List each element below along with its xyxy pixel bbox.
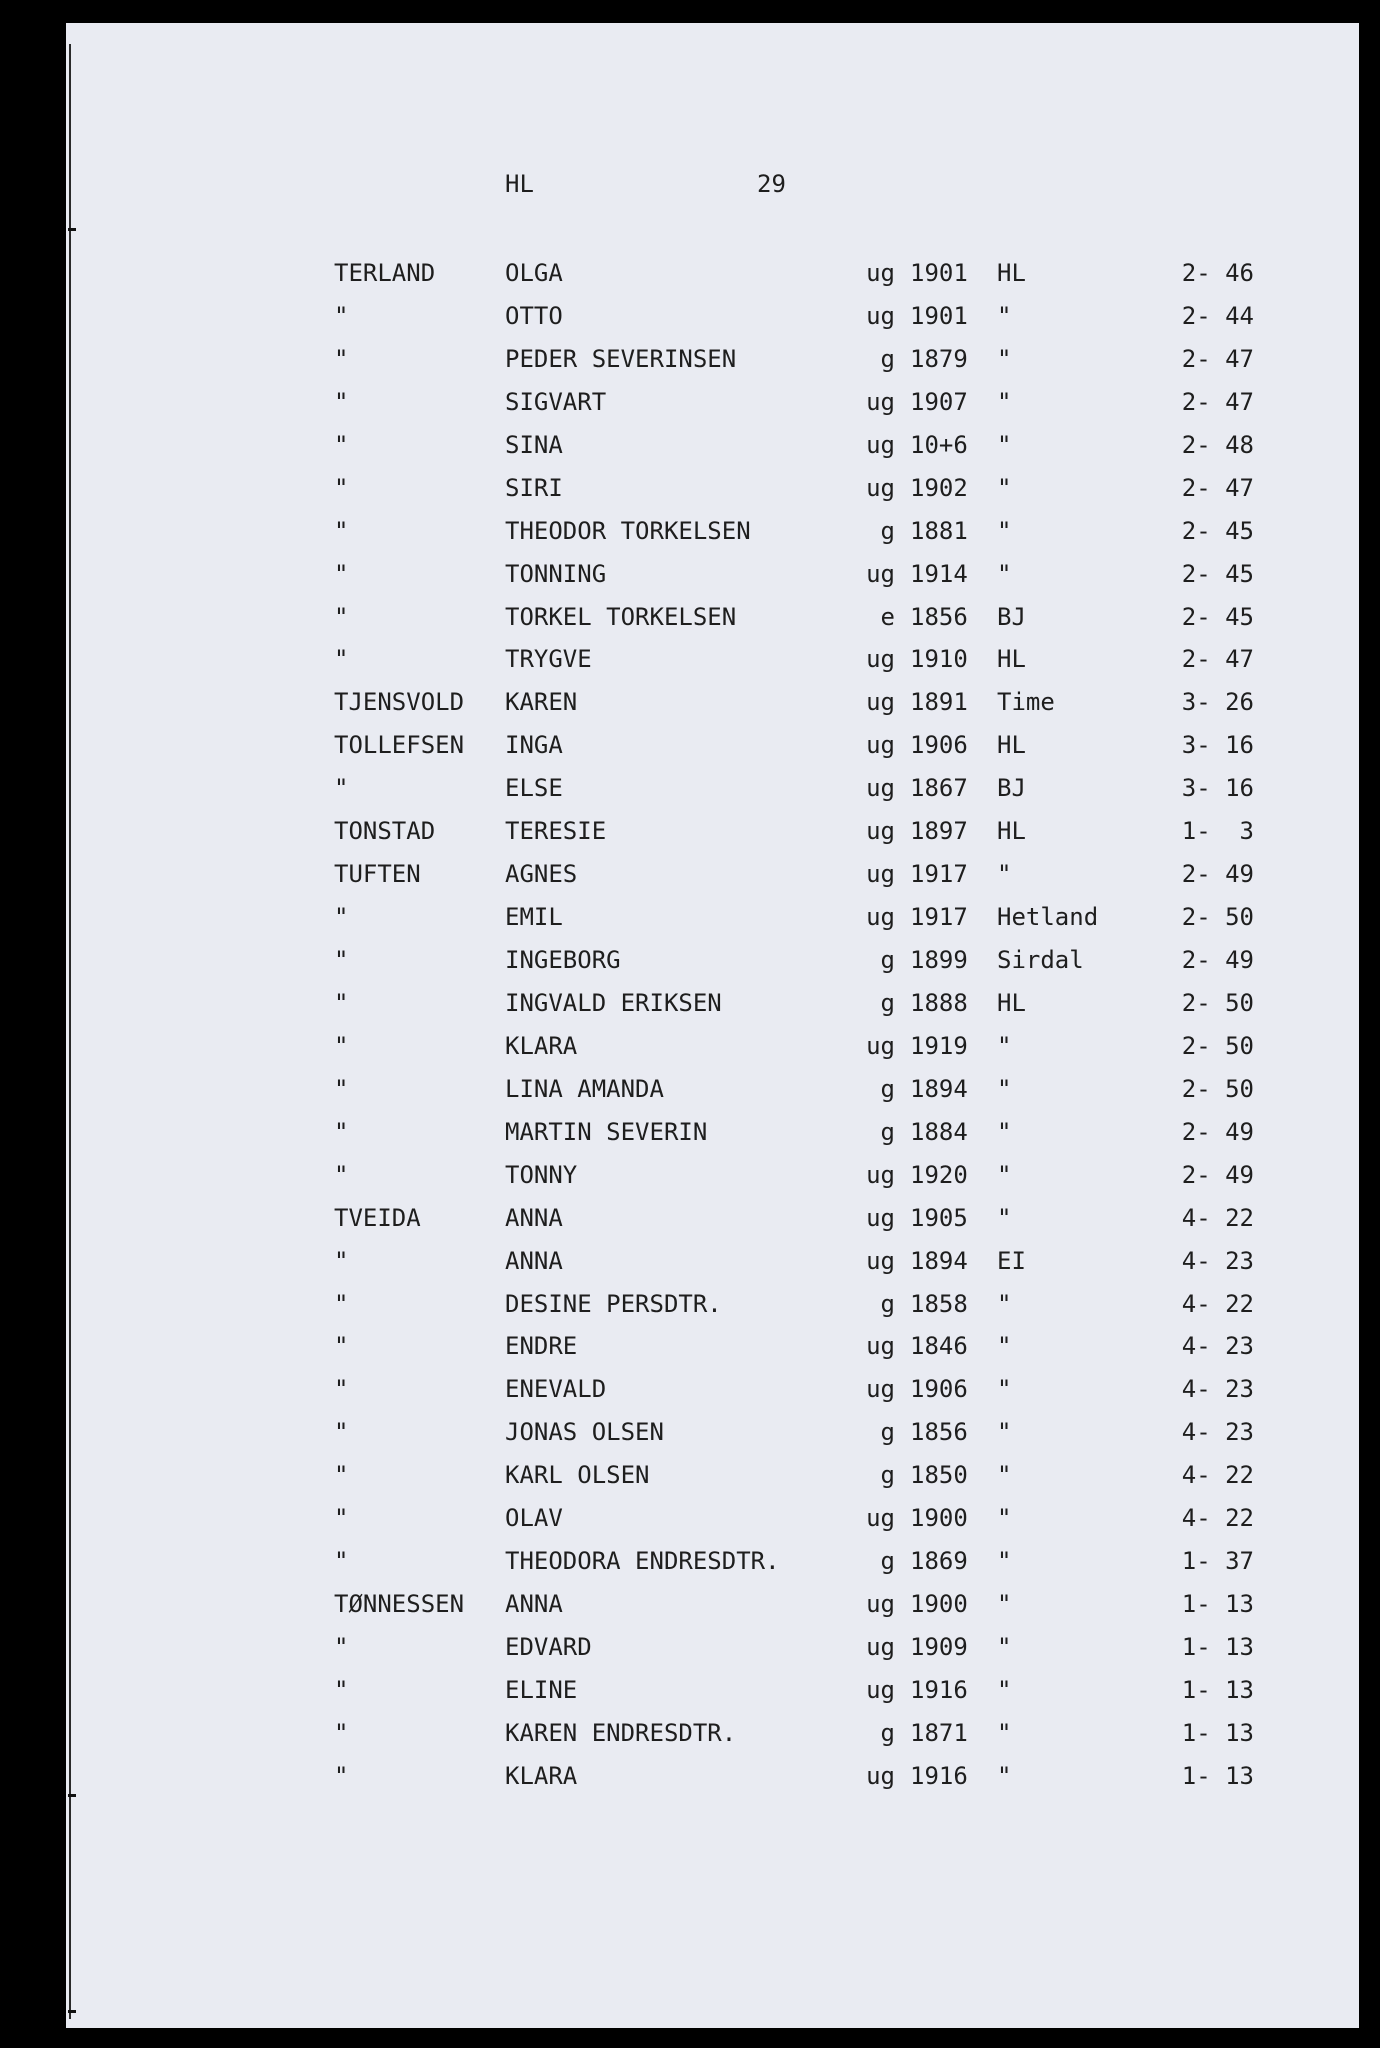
reference-cell: 3- 16 — [1181, 774, 1254, 803]
surname-cell: " — [334, 516, 349, 545]
register-row — [0, 724, 1380, 767]
place-cell: Hetland — [997, 903, 1099, 932]
register-row — [0, 853, 1380, 896]
reference-cell: 2- 47 — [1181, 387, 1254, 416]
place-cell: " — [997, 860, 1012, 889]
reference-cell: 2- 47 — [1181, 645, 1254, 674]
year-cell: 1891 — [910, 688, 968, 717]
margin-tick-bottom — [68, 2010, 76, 2013]
place-cell: EI — [997, 1246, 1026, 1275]
surname-cell: " — [334, 1761, 349, 1790]
given-name-cell: ANNA — [505, 1590, 563, 1619]
year-cell: 1884 — [910, 1117, 968, 1146]
place-cell: " — [997, 430, 1012, 459]
surname-cell: TVEIDA — [334, 1203, 421, 1232]
place-cell: " — [997, 1504, 1012, 1533]
place-cell: HL — [997, 645, 1026, 674]
status-cell: g — [880, 1461, 895, 1490]
place-cell: " — [997, 559, 1012, 588]
given-name-cell: KARL OLSEN — [505, 1461, 650, 1490]
year-cell: 1902 — [910, 473, 968, 502]
surname-cell: " — [334, 559, 349, 588]
status-cell: ug — [866, 1633, 895, 1661]
status-cell: ug — [866, 1761, 895, 1790]
place-cell: BJ — [997, 602, 1026, 631]
register-row — [0, 338, 1380, 381]
status-cell: ug — [866, 1375, 895, 1404]
given-name-cell: SIGVART — [505, 387, 607, 416]
register-row — [0, 1411, 1380, 1454]
place-cell: " — [997, 1203, 1012, 1232]
given-name-cell: TORKEL TORKELSEN — [505, 602, 737, 631]
reference-cell: 2- 44 — [1181, 301, 1254, 330]
year-cell: 1901 — [910, 301, 968, 330]
place-cell: " — [997, 1375, 1012, 1404]
status-cell: ug — [866, 903, 895, 932]
given-name-cell: ELSE — [505, 774, 563, 803]
surname-cell: " — [334, 344, 349, 373]
status-cell: ug — [866, 1504, 895, 1533]
register-row — [0, 1068, 1380, 1111]
given-name-cell: OLAV — [505, 1504, 563, 1533]
status-cell: ug — [866, 860, 895, 889]
given-name-cell: ENEVALD — [505, 1375, 607, 1404]
reference-cell: 3- 26 — [1181, 688, 1254, 717]
register-row — [0, 381, 1380, 424]
reference-cell: 2- 50 — [1181, 1031, 1254, 1060]
year-cell: 1869 — [910, 1547, 968, 1576]
given-name-cell: KLARA — [505, 1761, 578, 1790]
register-row — [0, 510, 1380, 553]
reference-cell: 1- 3 — [1181, 817, 1254, 846]
margin-tick-top — [68, 228, 76, 231]
reference-cell: 2- 49 — [1181, 1160, 1254, 1189]
place-cell: HL — [997, 817, 1026, 846]
status-cell: ug — [866, 774, 895, 803]
year-cell: 1907 — [910, 387, 968, 416]
place-cell: " — [997, 1418, 1012, 1447]
register-row — [0, 939, 1380, 982]
status-cell: g — [880, 344, 895, 373]
given-name-cell: DESINE PERSDTR. — [505, 1289, 722, 1318]
register-row — [0, 1325, 1380, 1368]
given-name-cell: KAREN ENDRESDTR. — [505, 1718, 737, 1747]
place-cell: " — [997, 1160, 1012, 1189]
year-cell: 1905 — [910, 1203, 968, 1232]
year-cell: 1858 — [910, 1289, 968, 1318]
status-cell: ug — [866, 1160, 895, 1189]
place-cell: Sirdal — [997, 946, 1084, 974]
register-row — [0, 1583, 1380, 1626]
register-row — [0, 1712, 1380, 1755]
place-cell: " — [997, 1675, 1012, 1704]
reference-cell: 1- 13 — [1181, 1590, 1254, 1619]
register-row — [0, 553, 1380, 596]
register-row — [0, 982, 1380, 1025]
surname-cell: TUFTEN — [334, 860, 421, 889]
status-cell: g — [880, 1289, 895, 1318]
status-cell: ug — [866, 301, 895, 330]
reference-cell: 4- 23 — [1181, 1418, 1254, 1447]
year-cell: 1856 — [910, 602, 968, 631]
register-row — [0, 467, 1380, 510]
register-row — [0, 1025, 1380, 1068]
year-cell: 1888 — [910, 988, 968, 1017]
place-cell: " — [997, 1633, 1012, 1661]
given-name-cell: EMIL — [505, 903, 563, 932]
year-cell: 10+6 — [910, 430, 968, 459]
surname-cell: " — [334, 774, 349, 803]
surname-cell: TJENSVOLD — [334, 688, 465, 717]
year-cell: 1906 — [910, 1375, 968, 1404]
surname-cell: " — [334, 473, 349, 502]
status-cell: ug — [866, 731, 895, 760]
year-cell: 1920 — [910, 1160, 968, 1189]
register-row — [0, 596, 1380, 639]
reference-cell: 2- 50 — [1181, 1074, 1254, 1103]
year-cell: 1901 — [910, 259, 968, 287]
given-name-cell: ANNA — [505, 1203, 563, 1232]
register-row — [0, 1368, 1380, 1411]
place-cell: " — [997, 1590, 1012, 1619]
reference-cell: 2- 45 — [1181, 602, 1254, 631]
status-cell: g — [880, 988, 895, 1017]
given-name-cell: INGA — [505, 731, 563, 760]
register-row — [0, 767, 1380, 810]
year-cell: 1900 — [910, 1590, 968, 1619]
year-cell: 1906 — [910, 731, 968, 760]
register-row — [0, 1626, 1380, 1669]
given-name-cell: OTTO — [505, 301, 563, 330]
year-cell: 1856 — [910, 1418, 968, 1447]
register-row — [0, 1154, 1380, 1197]
register-row — [0, 1454, 1380, 1497]
place-cell: " — [997, 387, 1012, 416]
reference-cell: 1- 13 — [1181, 1675, 1254, 1704]
reference-cell: 4- 23 — [1181, 1332, 1254, 1361]
given-name-cell: THEODOR TORKELSEN — [505, 516, 751, 545]
reference-cell: 4- 23 — [1181, 1375, 1254, 1404]
given-name-cell: EDVARD — [505, 1633, 592, 1661]
reference-cell: 1- 13 — [1181, 1718, 1254, 1747]
reference-cell: 4- 22 — [1181, 1289, 1254, 1318]
surname-cell: " — [334, 903, 349, 932]
surname-cell: " — [334, 1289, 349, 1318]
year-cell: 1850 — [910, 1461, 968, 1490]
status-cell: ug — [866, 817, 895, 846]
year-cell: 1900 — [910, 1504, 968, 1533]
year-cell: 1916 — [910, 1675, 968, 1704]
surname-cell: " — [334, 430, 349, 459]
register-row — [0, 1197, 1380, 1240]
status-cell: ug — [866, 1246, 895, 1275]
place-cell: " — [997, 1332, 1012, 1361]
place-cell: " — [997, 1547, 1012, 1576]
status-cell: g — [880, 1117, 895, 1146]
reference-cell: 2- 49 — [1181, 860, 1254, 889]
reference-cell: 1- 37 — [1181, 1547, 1254, 1576]
year-cell: 1919 — [910, 1031, 968, 1060]
reference-cell: 2- 49 — [1181, 946, 1254, 974]
given-name-cell: TERESIE — [505, 817, 607, 846]
given-name-cell: TRYGVE — [505, 645, 592, 674]
year-cell: 1879 — [910, 344, 968, 373]
surname-cell: TOLLEFSEN — [334, 731, 465, 760]
status-cell: ug — [866, 430, 895, 459]
surname-cell: " — [334, 1246, 349, 1275]
reference-cell: 2- 47 — [1181, 344, 1254, 373]
place-cell: " — [997, 1461, 1012, 1490]
year-cell: 1881 — [910, 516, 968, 545]
surname-cell: " — [334, 1504, 349, 1533]
reference-cell: 4- 22 — [1181, 1203, 1254, 1232]
year-cell: 1910 — [910, 645, 968, 674]
reference-cell: 4- 22 — [1181, 1461, 1254, 1490]
surname-cell: " — [334, 1547, 349, 1576]
surname-cell: " — [334, 1117, 349, 1146]
place-cell: " — [997, 473, 1012, 502]
status-cell: ug — [866, 1203, 895, 1232]
surname-cell: TERLAND — [334, 259, 436, 287]
status-cell: ug — [866, 473, 895, 502]
reference-cell: 4- 23 — [1181, 1246, 1254, 1275]
place-cell: " — [997, 516, 1012, 545]
place-cell: HL — [997, 988, 1026, 1017]
place-cell: HL — [997, 731, 1026, 760]
year-cell: 1914 — [910, 559, 968, 588]
status-cell: ug — [866, 387, 895, 416]
reference-cell: 2- 45 — [1181, 516, 1254, 545]
register-row — [0, 1111, 1380, 1154]
register-row — [0, 1497, 1380, 1540]
reference-cell: 2- 49 — [1181, 1117, 1254, 1146]
surname-cell: " — [334, 1375, 349, 1404]
place-cell: HL — [997, 259, 1026, 287]
reference-cell: 2- 45 — [1181, 559, 1254, 588]
status-cell: g — [880, 946, 895, 974]
surname-cell: " — [334, 1718, 349, 1747]
reference-cell: 1- 13 — [1181, 1633, 1254, 1661]
status-cell: ug — [866, 559, 895, 588]
surname-cell: TØNNESSEN — [334, 1590, 465, 1619]
status-cell: ug — [866, 1031, 895, 1060]
given-name-cell: AGNES — [505, 860, 578, 889]
status-cell: ug — [866, 259, 895, 287]
given-name-cell: TONNING — [505, 559, 607, 588]
reference-cell: 4- 22 — [1181, 1504, 1254, 1533]
year-cell: 1909 — [910, 1633, 968, 1661]
place-cell: " — [997, 1074, 1012, 1103]
reference-cell: 2- 50 — [1181, 903, 1254, 932]
reference-cell: 3- 16 — [1181, 731, 1254, 760]
given-name-cell: KLARA — [505, 1031, 578, 1060]
year-cell: 1917 — [910, 860, 968, 889]
year-cell: 1894 — [910, 1246, 968, 1275]
surname-cell: " — [334, 1332, 349, 1361]
year-cell: 1871 — [910, 1718, 968, 1747]
status-cell: g — [880, 1547, 895, 1576]
reference-cell: 2- 47 — [1181, 473, 1254, 502]
given-name-cell: ELINE — [505, 1675, 578, 1704]
given-name-cell: ENDRE — [505, 1332, 578, 1361]
surname-cell: " — [334, 1074, 349, 1103]
surname-cell: " — [334, 1418, 349, 1447]
surname-cell: " — [334, 988, 349, 1017]
reference-cell: 1- 13 — [1181, 1761, 1254, 1790]
status-cell: ug — [866, 1675, 895, 1704]
surname-cell: " — [334, 1633, 349, 1661]
surname-cell: " — [334, 301, 349, 330]
surname-cell: " — [334, 602, 349, 631]
page-number: 29 — [757, 170, 786, 198]
status-cell: g — [880, 516, 895, 545]
register-row — [0, 638, 1380, 681]
given-name-cell: OLGA — [505, 259, 563, 287]
given-name-cell: KAREN — [505, 688, 578, 717]
given-name-cell: PEDER SEVERINSEN — [505, 344, 737, 373]
given-name-cell: INGEBORG — [505, 946, 621, 974]
year-cell: 1916 — [910, 1761, 968, 1790]
given-name-cell: SINA — [505, 430, 563, 459]
surname-cell: " — [334, 1160, 349, 1189]
given-name-cell: LINA AMANDA — [505, 1074, 664, 1103]
reference-cell: 2- 46 — [1181, 259, 1254, 287]
status-cell: ug — [866, 1332, 895, 1361]
given-name-cell: SIRI — [505, 473, 563, 502]
surname-cell: " — [334, 1461, 349, 1490]
place-cell: " — [997, 1289, 1012, 1318]
register-row — [0, 681, 1380, 724]
status-cell: ug — [866, 645, 895, 674]
register-row — [0, 896, 1380, 939]
register-row — [0, 1540, 1380, 1583]
register-list — [0, 252, 1380, 1798]
surname-cell: " — [334, 387, 349, 416]
place-cell: " — [997, 1031, 1012, 1060]
given-name-cell: MARTIN SEVERIN — [505, 1117, 708, 1146]
place-cell: " — [997, 1761, 1012, 1790]
place-cell: Time — [997, 688, 1055, 717]
surname-cell: " — [334, 645, 349, 674]
given-name-cell: TONNY — [505, 1160, 578, 1189]
reference-cell: 2- 50 — [1181, 988, 1254, 1017]
place-cell: " — [997, 301, 1012, 330]
year-cell: 1846 — [910, 1332, 968, 1361]
register-row — [0, 1755, 1380, 1798]
reference-cell: 2- 48 — [1181, 430, 1254, 459]
surname-cell: TONSTAD — [334, 817, 436, 846]
given-name-cell: THEODORA ENDRESDTR. — [505, 1547, 780, 1576]
register-row — [0, 252, 1380, 295]
status-cell: g — [880, 1418, 895, 1447]
status-cell: g — [880, 1718, 895, 1747]
register-row — [0, 1240, 1380, 1283]
status-cell: g — [880, 1074, 895, 1103]
given-name-cell: JONAS OLSEN — [505, 1418, 664, 1447]
year-cell: 1899 — [910, 946, 968, 974]
year-cell: 1897 — [910, 817, 968, 846]
status-cell: ug — [866, 1590, 895, 1619]
register-row — [0, 1283, 1380, 1326]
status-cell: ug — [866, 688, 895, 717]
status-cell: e — [880, 602, 895, 631]
place-cell: " — [997, 1718, 1012, 1747]
register-row — [0, 424, 1380, 467]
surname-cell: " — [334, 1031, 349, 1060]
year-cell: 1917 — [910, 903, 968, 932]
register-row — [0, 810, 1380, 853]
given-name-cell: INGVALD ERIKSEN — [505, 988, 722, 1017]
surname-cell: " — [334, 1675, 349, 1704]
place-cell: BJ — [997, 774, 1026, 803]
year-cell: 1867 — [910, 774, 968, 803]
surname-cell: " — [334, 946, 349, 974]
year-cell: 1894 — [910, 1074, 968, 1103]
header-code: HL — [505, 170, 534, 198]
register-row — [0, 295, 1380, 338]
place-cell: " — [997, 344, 1012, 373]
given-name-cell: ANNA — [505, 1246, 563, 1275]
place-cell: " — [997, 1117, 1012, 1146]
register-row — [0, 1669, 1380, 1712]
